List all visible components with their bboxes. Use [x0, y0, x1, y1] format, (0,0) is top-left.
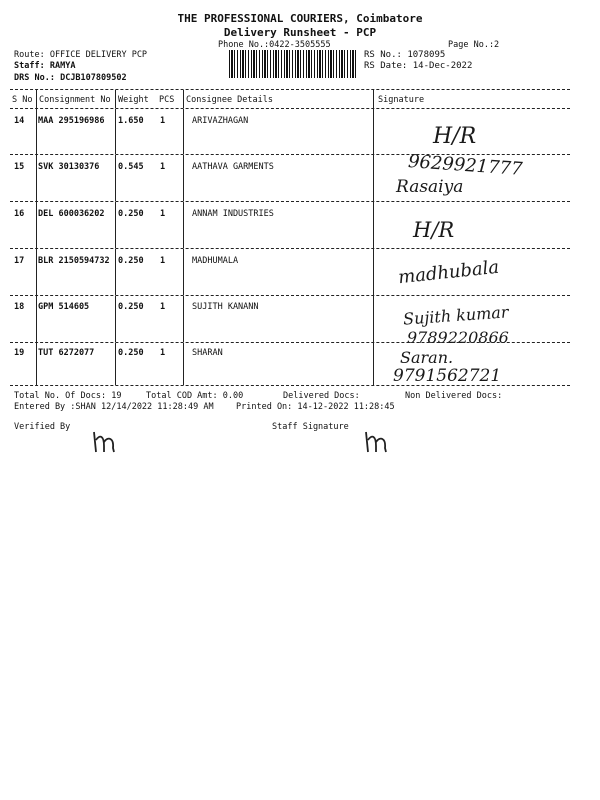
col-sep: [36, 202, 37, 248]
row-signature-extra: 9791562721: [393, 366, 502, 386]
col-sep: [183, 155, 184, 201]
drs-number: [14, 73, 127, 83]
row-consignment: MAA 295196986: [38, 116, 105, 126]
col-header-sno: S No: [12, 95, 33, 105]
col-sep: [183, 202, 184, 248]
staff-name: RAMYA: [49, 61, 76, 71]
col-sep: [36, 249, 37, 295]
verifier-signature: [88, 428, 128, 456]
row-rule: [10, 295, 570, 296]
col-sep: [183, 249, 184, 295]
header-bottom-rule: [10, 108, 570, 109]
row-sno: 16: [14, 209, 25, 219]
col-sep: [183, 343, 184, 385]
col-sep: [115, 249, 116, 295]
entered-by: Entered By :SHAN 12/14/2022 11:28:49 AM: [14, 402, 214, 412]
row-consignee: MADHUMALA: [192, 256, 239, 266]
col-sep: [373, 155, 374, 201]
col-sep: [115, 343, 116, 385]
row-rule: [10, 342, 570, 343]
total-docs: Total No. Of Docs: 19: [14, 391, 122, 401]
delivered-docs: Delivered Docs:: [283, 391, 360, 401]
col-sep: [183, 296, 184, 342]
row-consignee: SUJITH KANANN: [192, 302, 259, 312]
row-pcs: 1: [160, 302, 166, 312]
col-sep: [373, 296, 374, 342]
non-delivered-docs: Non Delivered Docs:: [405, 391, 503, 401]
col-sep: [373, 109, 374, 154]
verified-by: Verified By: [14, 422, 71, 432]
row-sno: 19: [14, 348, 25, 358]
row-signature: 9629921777: [407, 151, 524, 180]
row-sno: 17: [14, 256, 25, 266]
col-sep: [36, 296, 37, 342]
col-sep: [373, 343, 374, 385]
row-weight: 0.250: [118, 256, 144, 266]
rs-number: RS No.: 1078095: [364, 50, 446, 60]
total-cod: Total COD Amt: 0.00: [146, 391, 244, 401]
row-pcs: 1: [160, 209, 166, 219]
row-rule: [10, 248, 570, 249]
row-weight: 0.545: [118, 162, 144, 172]
col-sep: [373, 90, 374, 108]
col-sep: [115, 202, 116, 248]
route: Route: OFFICE DELIVERY PCP: [14, 50, 148, 60]
drs-value: DCJB107809502: [60, 73, 127, 83]
staff-signature: [360, 428, 400, 456]
table-bottom-rule: [10, 385, 570, 386]
row-rule: [10, 154, 570, 155]
row-rule: [10, 201, 570, 202]
company-name: THE PROFESSIONAL COURIERS, Coimbatore: [177, 12, 423, 25]
row-weight: 1.650: [118, 116, 144, 126]
row-sno: 14: [14, 116, 25, 126]
barcode: [229, 50, 356, 78]
drs-label: DRS No.:: [14, 73, 55, 83]
col-header-weight: Weight: [118, 95, 149, 105]
row-signature: madhubala: [397, 256, 501, 289]
col-sep: [115, 296, 116, 342]
row-consignee: ARIVAZHAGAN: [192, 116, 249, 126]
row-signature: H/R: [413, 218, 455, 242]
row-sno: 15: [14, 162, 25, 172]
col-sep: [36, 155, 37, 201]
row-pcs: 1: [160, 116, 166, 126]
row-weight: 0.250: [118, 348, 144, 358]
page-number: Page No.:2: [448, 40, 500, 50]
col-header-pcs: PCS: [159, 95, 175, 105]
col-sep: [373, 202, 374, 248]
row-consignment: BLR 2150594732: [38, 256, 110, 266]
row-consignment: GPM 514605: [38, 302, 90, 312]
row-consignee: AATHAVA GARMENTS: [192, 162, 274, 172]
col-sep: [36, 109, 37, 154]
row-consignment: DEL 600036202: [38, 209, 105, 219]
phone-number: Phone No.:0422-3505555: [218, 40, 331, 50]
row-consignee: SHARAN: [192, 348, 223, 358]
row-signature-extra: Rasaiya: [396, 177, 464, 197]
col-sep: [36, 90, 37, 108]
col-header-consignee: Consignee Details: [186, 95, 273, 105]
row-signature: Sujith kumar: [402, 302, 510, 329]
row-sno: 18: [14, 302, 25, 312]
staff: [14, 61, 75, 71]
col-sep: [115, 155, 116, 201]
table-top-rule: [10, 89, 570, 90]
col-sep: [183, 90, 184, 108]
row-pcs: 1: [160, 162, 166, 172]
row-signature: Saran.: [400, 348, 454, 367]
row-pcs: 1: [160, 348, 166, 358]
row-pcs: 1: [160, 256, 166, 266]
row-consignment: SVK 30130376: [38, 162, 100, 172]
col-sep: [183, 109, 184, 154]
printed-on: Printed On: 14-12-2022 11:28:45: [236, 402, 395, 412]
row-signature-extra: 9789220866: [407, 328, 509, 347]
col-header-consignment: Consignment No: [39, 95, 111, 105]
runsheet-title: Delivery Runsheet - PCP: [223, 26, 377, 39]
staff-signature-label: Staff Signature: [272, 422, 349, 432]
col-sep: [36, 343, 37, 385]
col-sep: [115, 109, 116, 154]
row-consignment: TUT 6272077: [38, 348, 95, 358]
col-sep: [373, 249, 374, 295]
rs-date: RS Date: 14-Dec-2022: [364, 61, 473, 71]
row-consignee: ANNAM INDUSTRIES: [192, 209, 274, 219]
col-header-signature: Signature: [378, 95, 425, 105]
row-signature: H/R: [433, 124, 477, 149]
staff-label: Staff:: [14, 61, 45, 71]
row-weight: 0.250: [118, 302, 144, 312]
col-sep: [115, 90, 116, 108]
row-weight: 0.250: [118, 209, 144, 219]
